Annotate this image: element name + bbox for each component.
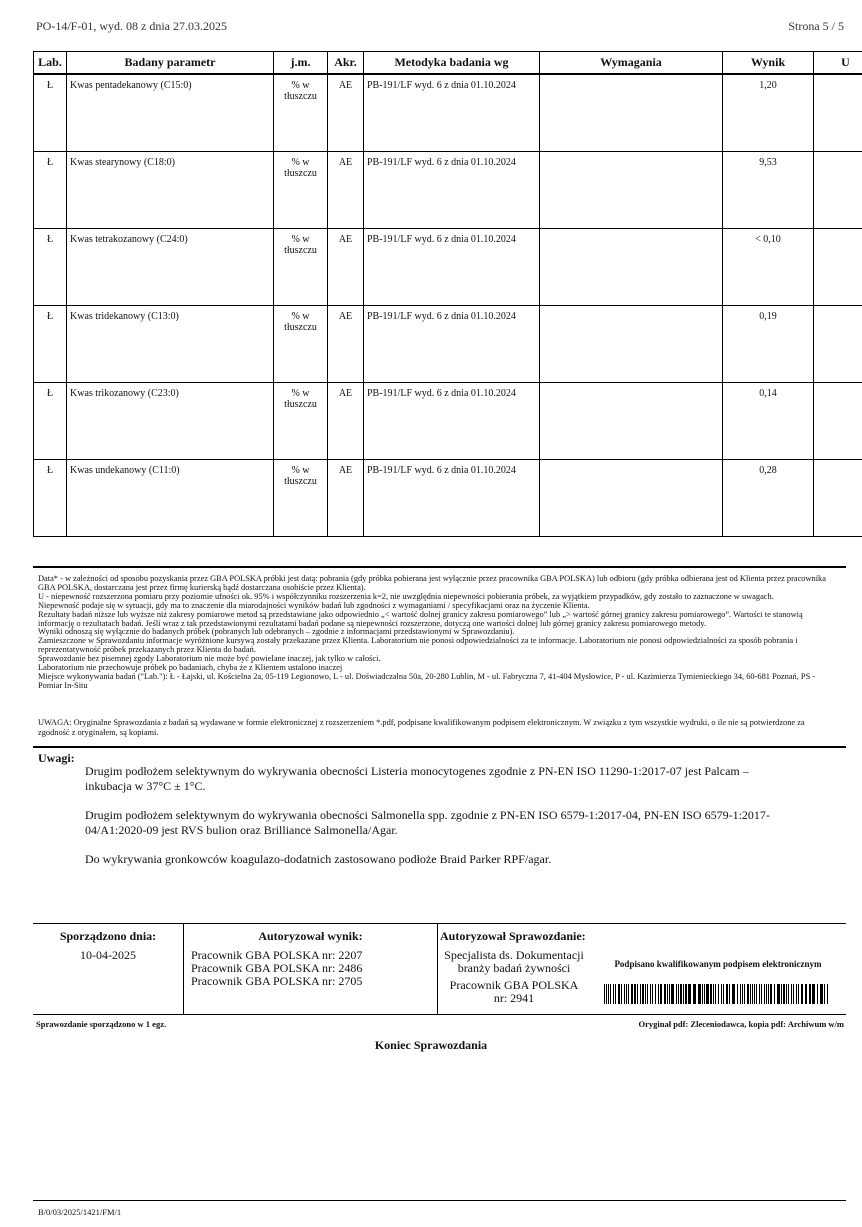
col-header: Lab. bbox=[34, 52, 67, 75]
remark-item: Drugim podłożem selektywnym do wykrywania obecności Salmonella spp. zgodnie z PN-EN ISO 6579-1:2017-04, PN-EN ISO 6579-1:2017-04/A1:2020-09 jest RVS bulion oraz Brilliance Salmonella/Agar. bbox=[85, 808, 770, 837]
cell-u bbox=[814, 460, 862, 537]
table-row bbox=[34, 152, 862, 229]
table-row bbox=[34, 383, 862, 460]
page-number: Strona 5 / 5 bbox=[788, 19, 844, 33]
note-line: U - niepewność rozszerzona pomiaru przy poziomie ufności ok. 95% i współczynniku rozszerzenia k=2, nie uwzględnia niepewności pobierania próbek, za wyjątkiem przypadków, gdy zostało to zaznaczone w uwagach. bbox=[38, 591, 774, 601]
cell-result: 1,20 bbox=[723, 74, 814, 152]
cell-lab: Ł bbox=[34, 383, 67, 460]
col-header: Wymagania bbox=[540, 52, 723, 75]
cell-unit: % w tłuszczu bbox=[274, 460, 328, 537]
e-signature-text: Podpisano kwalifikowanym podpisem elektronicznym bbox=[614, 959, 822, 969]
divider bbox=[33, 566, 846, 568]
copies-distribution: Oryginał pdf: Zleceniodawca, kopia pdf: Archiwum w/m bbox=[638, 1019, 844, 1029]
cell-req bbox=[540, 306, 723, 383]
cell-req bbox=[540, 229, 723, 306]
cell-result: 0,28 bbox=[723, 460, 814, 537]
cell-method: PB-191/LF wyd. 6 z dnia 01.10.2024 bbox=[364, 152, 540, 229]
cell-req bbox=[540, 152, 723, 229]
col-header: Akr. bbox=[328, 52, 364, 75]
cell-lab: Ł bbox=[34, 74, 67, 152]
report-number: B/0/03/2025/1421/FM/1 bbox=[38, 1207, 122, 1217]
cell-param: Kwas undekanowy (C11:0) bbox=[67, 460, 274, 537]
cell-method: PB-191/LF wyd. 6 z dnia 01.10.2024 bbox=[364, 306, 540, 383]
cell-param: Kwas stearynowy (C18:0) bbox=[67, 152, 274, 229]
authorized-report-label: Autoryzował Sprawozdanie: bbox=[440, 929, 586, 943]
cell-lab: Ł bbox=[34, 229, 67, 306]
cell-lab: Ł bbox=[34, 460, 67, 537]
cell-unit: % w tłuszczu bbox=[274, 74, 328, 152]
authorized-result-worker: Pracownik GBA POLSKA nr: 2207 bbox=[191, 948, 363, 962]
end-of-report: Koniec Sprawozdania bbox=[374, 1038, 488, 1052]
note-line: Wyniki odnoszą się wyłącznie do badanych próbek (pobranych lub odebranych – zgodnie z informacjami przedstawionymi w Sprawozdaniu). bbox=[38, 627, 515, 637]
cell-akr: AE bbox=[328, 460, 364, 537]
cell-result: < 0,10 bbox=[723, 229, 814, 306]
cell-akr: AE bbox=[328, 306, 364, 383]
cell-result: 0,19 bbox=[723, 306, 814, 383]
cell-lab: Ł bbox=[34, 306, 67, 383]
cell-method: PB-191/LF wyd. 6 z dnia 01.10.2024 bbox=[364, 460, 540, 537]
authorized-result-worker: Pracownik GBA POLSKA nr: 2486 bbox=[191, 961, 363, 975]
cell-akr: AE bbox=[328, 383, 364, 460]
table-row bbox=[34, 306, 862, 383]
table-row bbox=[34, 74, 862, 152]
remarks-label: Uwagi: bbox=[38, 751, 75, 765]
cell-u bbox=[814, 229, 862, 306]
note-line: Miejsce wykonywania badań ("Lab."): Ł - Łajski, ul. Kościelna 2a, 05-119 Legionowo, L - ul. Doświadczalna 50a, 20-280 Lublin, M - ul. Fabryczna 7, 41-404 Mysłowice, P - ul. Kazimierza Tymienieckiego 34, 60-681 Poznań, PS - Pomiar In-Situ bbox=[38, 671, 816, 690]
remarks-body bbox=[85, 764, 785, 882]
footer-divider bbox=[33, 1200, 846, 1201]
remark-item: Drugim podłożem selektywnym do wykrywania obecności Listeria monocytogenes zgodnie z PN-EN ISO 11290-1:2017-07 jest Palcam – inkubacja w 37°C ± 1°C. bbox=[85, 764, 749, 793]
cell-unit: % w tłuszczu bbox=[274, 306, 328, 383]
authorized-result-label: Autoryzował wynik: bbox=[258, 929, 363, 943]
note-line: Zamieszczone w Sprawozdaniu informacje wyróżnione kursywą zostały przekazane przez Klienta. Laboratorium nie ponosi odpowiedzialności za te informacje. Laboratorium nie ponosi odpowiedzialności za sposób pobrania i reprezentatywność próbek przekazanych przez Klienta do badań. bbox=[38, 636, 798, 655]
divider bbox=[33, 746, 846, 748]
remark-item: Do wykrywania gronkowców koagulazo-dodatnich zastosowano podłoże Braid Parker RPF/agar. bbox=[85, 852, 552, 866]
prepared-label: Sporządzono dnia: bbox=[59, 929, 157, 943]
table-header-row bbox=[34, 52, 862, 75]
cell-result: 9,53 bbox=[723, 152, 814, 229]
cell-param: Kwas trikozanowy (C23:0) bbox=[67, 383, 274, 460]
prepared-section bbox=[33, 924, 184, 1014]
cell-method: PB-191/LF wyd. 6 z dnia 01.10.2024 bbox=[364, 383, 540, 460]
cell-u bbox=[814, 306, 862, 383]
cell-unit: % w tłuszczu bbox=[274, 383, 328, 460]
cell-method: PB-191/LF wyd. 6 z dnia 01.10.2024 bbox=[364, 229, 540, 306]
cell-unit: % w tłuszczu bbox=[274, 152, 328, 229]
authorized-result-worker: Pracownik GBA POLSKA nr: 2705 bbox=[191, 974, 363, 988]
table-row bbox=[34, 460, 862, 537]
col-header: j.m. bbox=[274, 52, 328, 75]
note-line: Laboratorium nie przechowuje próbek po badaniach, chyba że z Klientem ustalono inaczej bbox=[38, 663, 343, 673]
cell-param: Kwas pentadekanowy (C15:0) bbox=[67, 74, 274, 152]
legal-notes bbox=[38, 575, 838, 691]
note-line: Sprawozdanie bez pisemnej zgody Laboratorium nie może być powielane inaczej, jak tylko w całości. bbox=[38, 654, 381, 664]
cell-akr: AE bbox=[328, 74, 364, 152]
col-header: U bbox=[814, 52, 862, 75]
cell-u bbox=[814, 74, 862, 152]
cell-param: Kwas tetrakozanowy (C24:0) bbox=[67, 229, 274, 306]
authorized-report-role: Specjalista ds. Dokumentacji branży badań żywności bbox=[444, 948, 584, 975]
barcode-image bbox=[604, 984, 828, 1004]
prepared-date: 10-04-2025 bbox=[80, 948, 136, 962]
authorized-report-section bbox=[438, 924, 590, 1014]
authorized-result-section bbox=[184, 924, 438, 1014]
cell-u bbox=[814, 152, 862, 229]
cell-result: 0,14 bbox=[723, 383, 814, 460]
results-table bbox=[33, 51, 862, 537]
copies-count: Sprawozdanie sporządzono w 1 egz. bbox=[36, 1019, 167, 1029]
cell-akr: AE bbox=[328, 152, 364, 229]
cell-req bbox=[540, 74, 723, 152]
cell-akr: AE bbox=[328, 229, 364, 306]
cell-lab: Ł bbox=[34, 152, 67, 229]
note-line: Niepewność podaje się w sytuacji, gdy ma to znaczenie dla miarodajności wyników badań lub zgodności z wymaganiami / specyfikacjami oraz na życzenie Klienta. bbox=[38, 600, 590, 610]
cell-param: Kwas tridekanowy (C13:0) bbox=[67, 306, 274, 383]
note-line: Data* - w zależności od sposobu pozyskania przez GBA POLSKA próbki jest datą: pobrania (gdy próbka pobierana jest wyłącznie przez pracownika GBA POLSKA) lub odbioru (gdy próbka odbierana jest od Klienta przez pracownika GBA POLSKA, dostarczana jest przez firmę kurierską bądź dostarczana osobiście przez Klienta). bbox=[38, 574, 826, 592]
col-header: Metodyka badania wg bbox=[364, 52, 540, 75]
cell-req bbox=[540, 460, 723, 537]
table-row bbox=[34, 229, 862, 306]
cell-method: PB-191/LF wyd. 6 z dnia 01.10.2024 bbox=[364, 74, 540, 152]
cell-req bbox=[540, 383, 723, 460]
uwaga-notice: UWAGA: Oryginalne Sprawozdania z badań są wydawane w formie elektronicznej z rozszerzeniem *.pdf, podpisane kwalifikowanym podpisem elektronicznym. W związku z tym wszystkie wydruki, o ile nie są potwierdzone za zgodność z oryginałem, są kopiami. bbox=[38, 718, 805, 737]
document-code: PO-14/F-01, wyd. 08 z dnia 27.03.2025 bbox=[36, 19, 227, 33]
authorized-report-worker: Pracownik GBA POLSKA nr: 2941 bbox=[449, 978, 579, 1005]
col-header: Wynik bbox=[723, 52, 814, 75]
note-line: Rezultaty badań niższe lub wyższe niż zakresy pomiarowe metod są przedstawiane jako odpowiednio „< wartość dolnej granicy zakresu pomiarowego” lub „> wartość górnej granicy zakresu pomiarowego”. Wartości te stanowią informację o rezultatach badań. Jeśli wraz z tak przedstawionymi rezultatami badań podane są niepewności rozszerzone, dotyczą one wartości dolnej lub górnej granicy zakresu pomiarowego metody. bbox=[38, 609, 803, 628]
cell-u bbox=[814, 383, 862, 460]
col-header: Badany parametr bbox=[67, 52, 274, 75]
cell-unit: % w tłuszczu bbox=[274, 229, 328, 306]
